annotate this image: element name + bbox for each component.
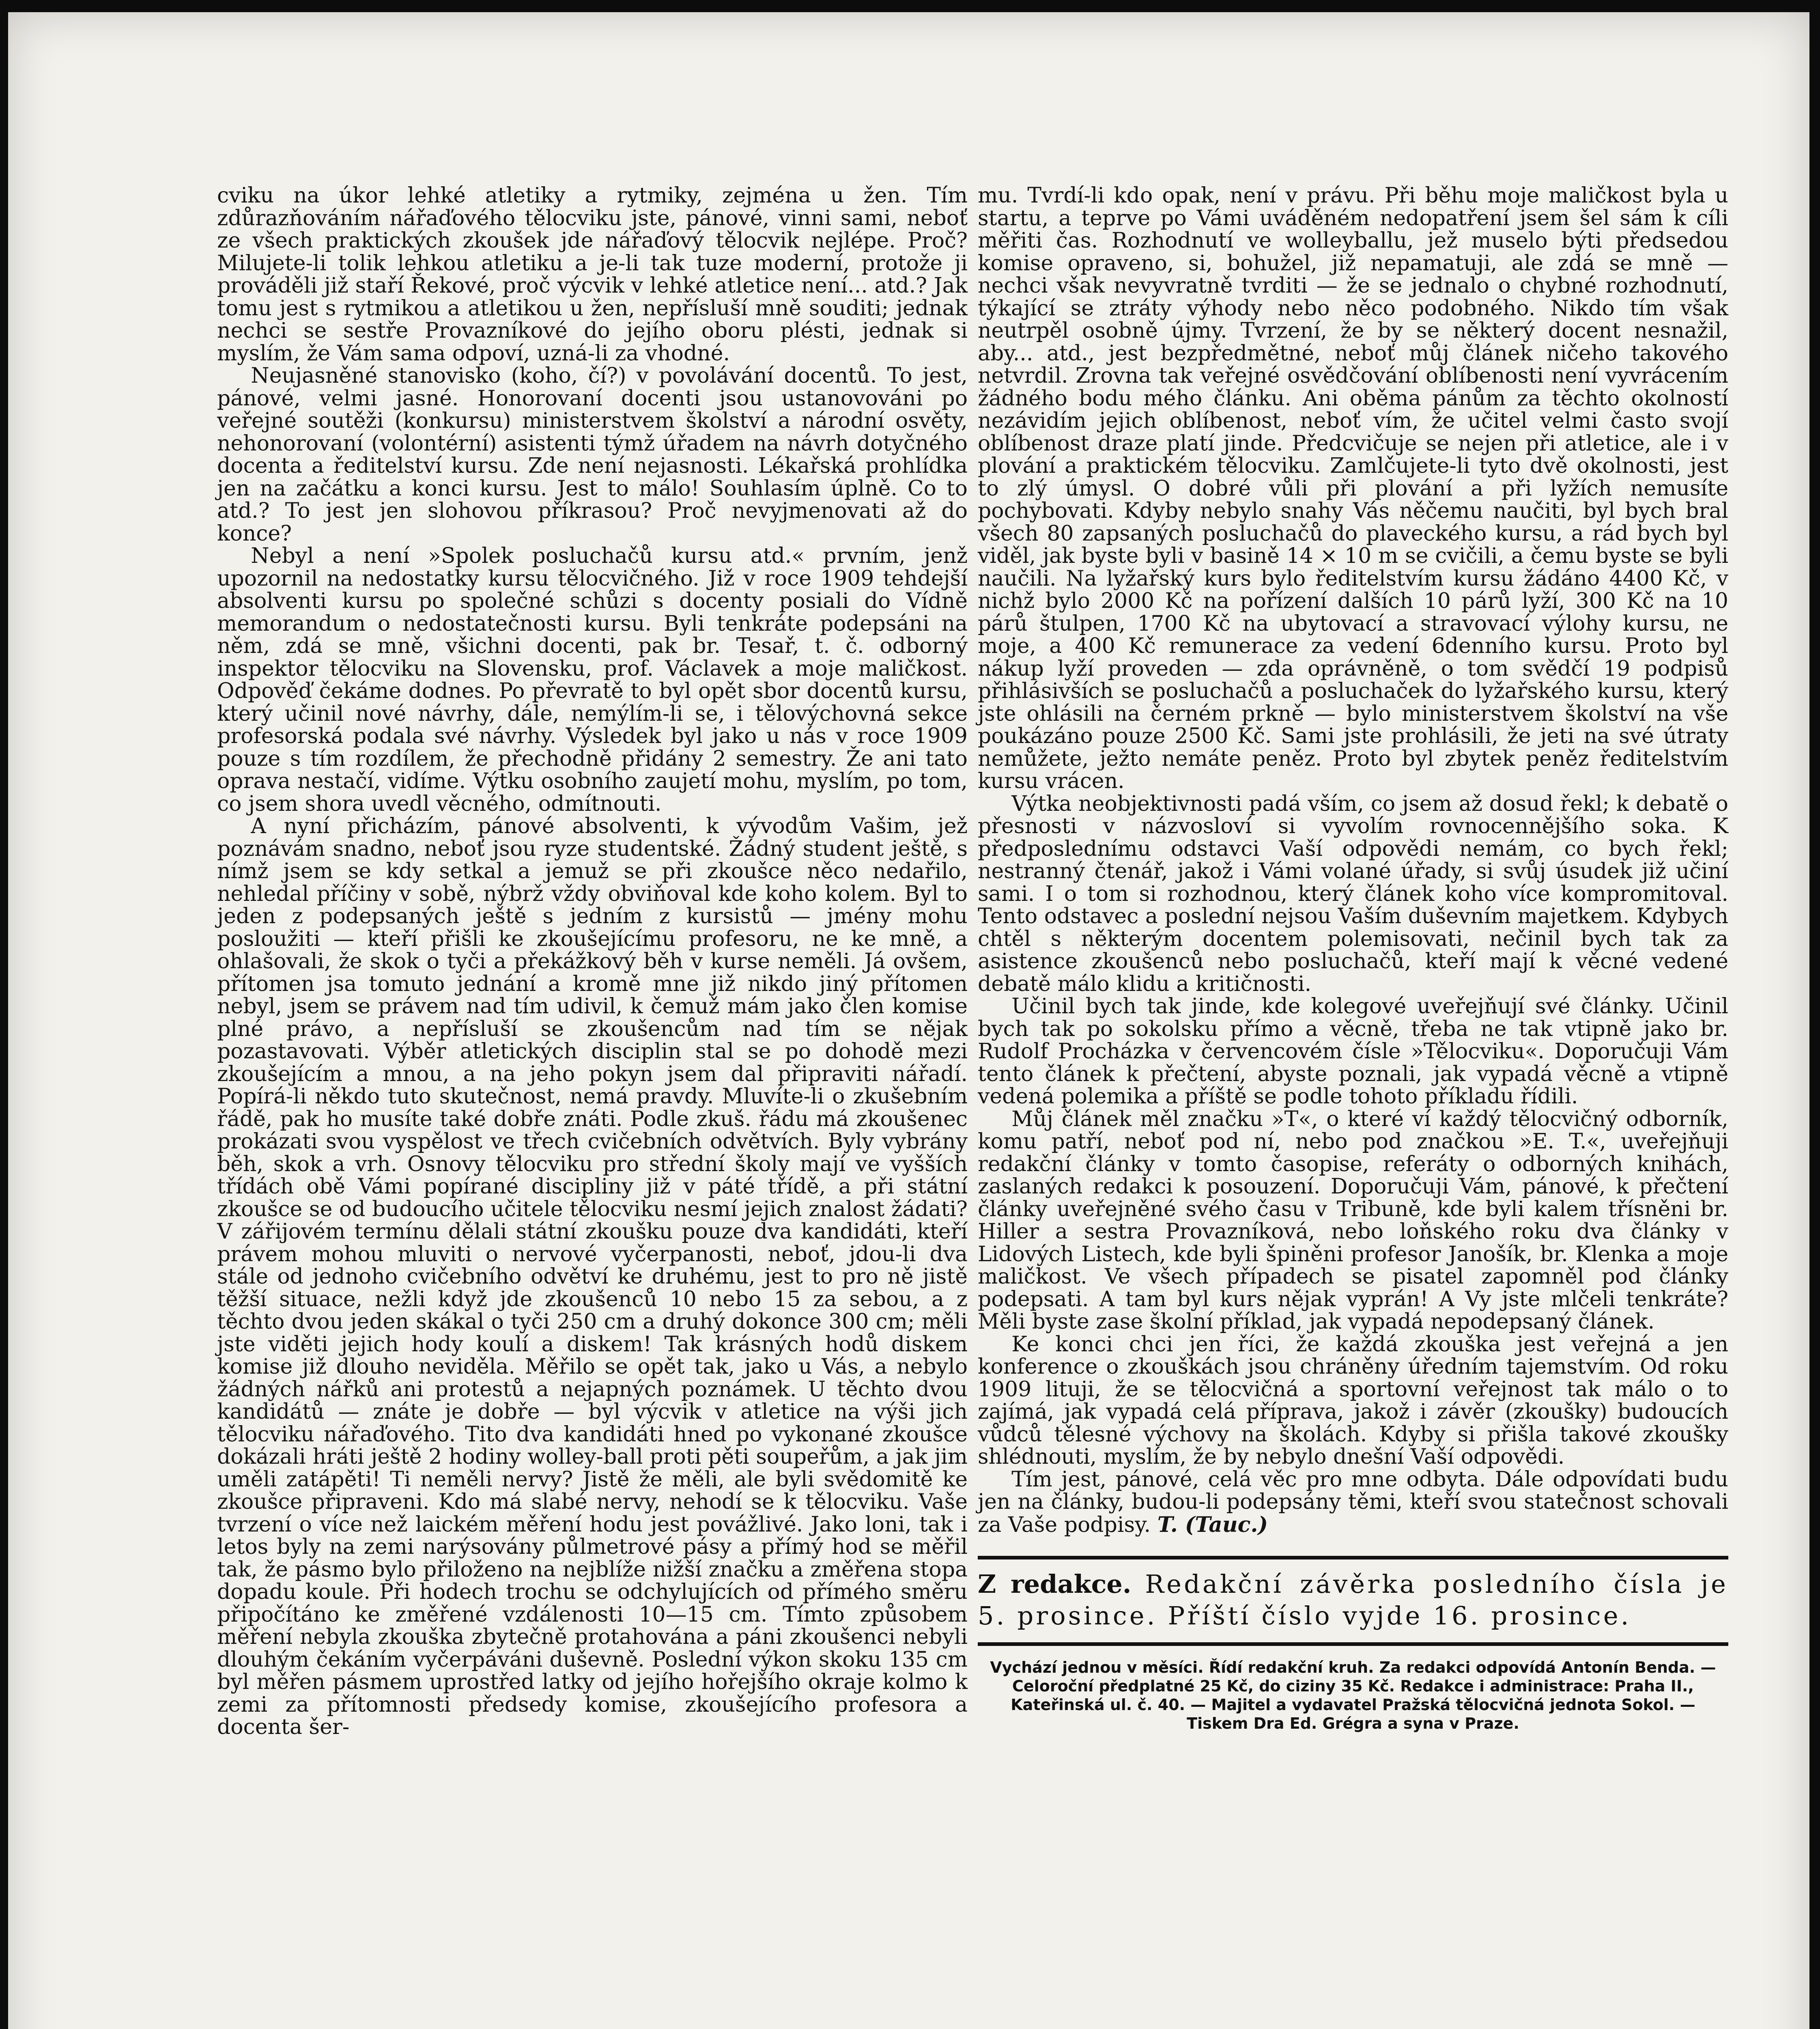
editorial-lead: Z redakce. [978,1569,1132,1599]
paragraph-text: Tím jest, pánové, celá věc pro mne odbyta. Dále odpovídati budu jen na články, budou-li podepsány těmi, kteří svou statečnost schovali za Vaše podpisy. [978,1467,1728,1537]
paragraph: Nebyl a není »Spolek posluchačů kursu atd.« prvním, jenž upozornil na nedostatky kursu tělocvičného. Již v roce 1909 tehdejší absolventi kursu po společné schůzi s docenty posiali do Vídně memorandum o nedostatečnosti kursu. Byli tenkráte podepsáni na něm, zdá se mně, všichni docenti, pak br. Tesař, t. č. odborný inspektor tělocviku na Slovensku, prof. Václavek a moje maličkost. Odpověď čekáme dodnes. Po převratě to byl opět sbor docentů kursu, který učinil nové návrhy, dále, nemýlím-li se, i tělovýchovná sekce profesorská podala své návrhy. Výsledek byl jako u nás v roce 1909 pouze s tím rozdílem, že přechodně přidány 2 semestry. Že ani tato oprava nestačí, vidíme. Výtku osobního zaujetí mohu, myslím, po tom, co jsem shora uvedl věcného, odmítnouti. [217,544,968,816]
right-column [978,185,1728,1733]
left-column [217,185,968,1739]
journal-page [8,12,1809,2029]
paragraph: Učinil bych tak jinde, kde kolegové uveřejňují své články. Učinil bych tak po sokolsku přímo a věcně, třeba ne tak vtipně jako br. Rudolf Procházka v červencovém čísle »Tělocviku«. Doporučuji Vám tento článek k přečtení, abyste poznali, jak vypadá věcně a vtipně vedená polemika a příště se podle tohoto příkladu řídili. [978,994,1728,1109]
editorial-notice [978,1556,1728,1646]
editorial-text: Redakční závěrka posledního čísla je 5. prosince. Příští číslo vyjde 16. prosince. [978,1569,1728,1631]
closing-paragraph [978,1469,1728,1537]
paragraph: Výtka neobjektivnosti padá vším, co jsem až dosud řekl; k debatě o přesnosti v názvosloví si vyvolím rovnocennějšího soka. K předposlednímu odstavci Vaší odpovědi nemám, co bych řekl; nestranný čtenář, jakož i Vámi volané úřady, si svůj úsudek již učiní sami. I o tom si rozhodnou, který článek koho více kompromitoval. Tento odstavec a poslední nejsou Vaším duševním majetkem. Kdybych chtěl s některým docentem polemisovati, nečinil bych tak za asistence zkoušenců nebo posluchačů, kteří mají k věcné vedené debatě málo klidu a kritičnosti. [978,791,1728,996]
paragraph: Ke konci chci jen říci, že každá zkouška jest veřejná a jen konference o zkouškách jsou chráněny úředním tajemstvím. Od roku 1909 lituji, že se tělocvičná a sportovní veřejnost tak málo o to zajímá, jak vypadá celá příprava, jakož i závěr (zkoušky) budoucích vůdců tělesné výchovy na školách. Kdyby si přišla takové zkoušky shlédnouti, myslím, že by nebylo dnešní Vaší odpovědi. [978,1332,1728,1469]
paragraph: cviku na úkor lehké atletiky a rytmiky, zejména u žen. Tím zdůrazňováním nářaďového tělocviku jste, pánové, vinni sami, neboť ze všech praktických zkoušek jde nářaďový tělocvik nejlépe. Proč? Milujete-li tolik lehkou atletiku a je-li tak tuze moderní, protože ji prováděli již staří Řekové, proč výcvik v lehké atletice není... atd.? Jak tomu jest s rytmikou a atletikou u žen, nepřísluší mně souditi; jednak nechci se sestře Provazníkové do jejího oboru plésti, jednak si myslím, že Vám sama odpoví, uzná-li za vhodné. [217,183,968,366]
author-signature: T. (Tauc.) [1157,1512,1268,1537]
paragraph: Neujasněné stanovisko (koho, čí?) v povolávání docentů. To jest, pánové, velmi jasné. Honorovaní docenti jsou ustanovováni po veřejné soutěži (konkursu) ministerstvem školství a národní osvěty, nehonorovaní (volontérní) asistenti týmž úřadem na návrh dotyčného docenta a ředitelství kursu. Zde není nejasnosti. Lékařská prohlídka jen na začátku a konci kursu. Jest to málo! Souhlasím úplně. Co to atd.? To jest jen slohovou příkrasou? Proč nevyjmenovati až do konce? [217,364,968,546]
paragraph: mu. Tvrdí-li kdo opak, není v právu. Při běhu moje maličkost byla u startu, a teprve po Vámi uváděném nedopatření jsem šel sám k cíli měřiti čas. Rozhodnutí ve wolleyballu, jež muselo býti předsedou komise opraveno, si, bohužel, již nepamatuji, ale zdá se mně — nechci však nevyvratně tvrditi — že se jednalo o chybné rozhodnutí, týkající se ztráty výhody nebo něco podobného. Nikdo tím však neutrpěl osobně újmy. Tvrzení, že by se některý docent nesnažil, aby... atd., jest bezpředmětné, neboť můj článek ničeho takového netvrdil. Zrovna tak veřejné osvědčování oblíbenosti není vyvrácením žádného bodu mého článku. Ani oběma pánům za těchto okolností nezávidím jejich oblíbenost, neboť vím, že učitel velmi často svojí oblíbenost draze platí jinde. Předcvičuje se nejen při atletice, ale i v plování a praktickém tělocviku. Zamlčujete-li tyto dvě okolnosti, jest to zlý úmysl. O dobré vůli při plování a při lyžích nemusíte pochybovati. Kdyby nebylo snahy Vás něčemu naučiti, byl bych bral všech 80 zapsaných posluchačů do plaveckého kursu, a rád bych byl viděl, jak byste byli v basině 14 × 10 m se cvičili, a čemu byste se byli naučili. Na lyžařský kurs bylo ředitelstvím kursu žádáno 4400 Kč, v nichž bylo 2000 Kč na pořízení dalších 10 párů lyží, 300 Kč na 10 párů štulpen, 1700 Kč na ubytovací a stravovací výlohy kursu, ne moje, a 400 Kč remunerace za vedení 6denního kursu. Proto byl nákup lyží proveden — zda oprávněně, o tom svědčí 19 podpisů přihlásivších se posluchačů a posluchaček do lyžařského kursu, který jste ohlásili na černém prkně — bylo ministerstvem školství na vše poukázáno pouze 2500 Kč. Sami jste prohlásili, že jeti na své útraty nemůžete, ježto nemáte peněz. Proto byl zbytek peněz ředitelstvím kursu vrácen. [978,183,1728,793]
paragraph: A nyní přicházím, pánové absolventi, k vývodům Vašim, jež poznávám snadno, neboť jsou ryze studentské. Žádný student ještě, s nímž jsem se kdy setkal a jemuž se při zkoušce něco nedařilo, nehledal příčiny v sobě, nýbrž vždy obviňoval kde koho kolem. Byl to jeden z podepsaných ještě s jedním z kursistů — jmény mohu posloužiti — kteří přišli ke zkoušejícímu profesoru, ne ke mně, a ohlašovali, že skok o tyči a překážkový běh v kurse neměli. Já ovšem, přítomen jsa tomuto jednání a kromě mne již nikdo jiný přítomen nebyl, jsem se právem nad tím udivil, k čemuž mám jako člen komise plné právo, a nepřísluší se zkoušencům nad tím se nějak pozastavovati. Výběr atletických disciplin stal se po dohodě mezi zkoušejícím a mnou, a na jeho pokyn jsem dal připraviti nářadí. Popírá-li někdo tuto skutečnost, nemá pravdy. Mluvíte-li o zkušebním řádě, pak ho musíte také dobře znáti. Podle zkuš. řádu má zkoušenec prokázati svou vyspělost ve třech cvičebních odvětvích. Byly vybrány běh, skok a vrh. Osnovy tělocviku pro střední školy mají ve vyšších třídách obě Vámi popírané discipliny již v páté třídě, a při státní zkoušce se od budoucího učitele tělocviku nesmí jejich znalost žádati? V zářijovém termínu dělali státní zkoušku pouze dva kandidáti, kteří právem mohou mluviti o nervové vyčerpanosti, neboť, jdou-li dva stále od jednoho cvičebního odvětví ke druhému, jest to pro ně jistě těžší situace, nežli když jde zkoušenců 10 nebo 15 za sebou, a z těchto dvou jeden skákal o tyči 250 cm a druhý dokonce 300 cm; měli jste viděti jejich hody koulí a diskem! Tak krásných hodů diskem komise již dlouho neviděla. Měřilo se opět tak, jako u Vás, a nebylo žádných nářků ani protestů a nejapných poznámek. U těchto dvou kandidátů — znáte je dobře — byl výcvik v atletice na výši jich tělocviku nářaďového. Tito dva kandidáti hned po vykonané zkoušce dokázali hráti ještě 2 hodiny wolley-ball proti pěti soupeřům, a jak jim uměli zatápěti! Ti neměli nervy? Jistě že měli, ale byli svědomitě ke zkoušce připraveni. Kdo má slabé nervy, nehodí se k tělocviku. Vaše tvrzení o více než laickém měření hodu jest povážlivé. Jako loni, tak i letos byly na zemi narýsovány půlmetrové pásy a přímý hod se měřil tak, že pásmo bylo přiloženo na nejblíže nižší značku a změřena stopa dopadu koule. Při hodech trochu se odchylujících od přímého směru připočítáno ke změřené vzdálenosti 10—15 cm. Tímto způsobem měření nebyla zkouška zbytečně protahována a páni zkoušenci nebyli dlouhým čekáním vyčerpáváni duševně. Poslední výkon skoku 135 cm byl měřen pásmem uprostřed latky od jejího hořejšího okraje kolmo k zemi za přítomnosti předsedy komise, zkoušejícího profesora a docenta šer- [217,814,968,1739]
paragraph: Můj článek měl značku »T«, o které ví každý tělocvičný odborník, komu patří, neboť pod ní, nebo pod značkou »E. T.«, uveřejňuji redakční články v tomto časopise, referáty o odborných knihách, zaslaných redakci k posouzení. Doporučuji Vám, pánové, k přečtení články uveřejněné svého času v Tribuně, kde byli kalem třísněni br. Hiller a sestra Provazníková, nebo loňského roku dva články v Lidových Listech, kde byli špiněni profesor Janošík, br. Klenka a moje maličkost. Ve všech případech se pisatel zapomněl pod články podepsati. A tam byl kurs nějak vyprán! A Vy jste mlčeli tenkráte? Měli byste zase školní příklad, jak vypadá nepodepsaný článek. [978,1107,1728,1334]
imprint: Vychází jednou v měsíci. Řídí redakční kruh. Za redakci odpovídá Antonín Benda. — Celoroční předplatné 25 Kč, do ciziny 35 Kč. Redakce i administrace: Praha II., Kateřinská ul. č. 40. — Majitel a vydavatel Pražská tělocvičná jednota Sokol. — Tiskem Dra Ed. Grégra a syna v Praze. [990,1659,1716,1732]
